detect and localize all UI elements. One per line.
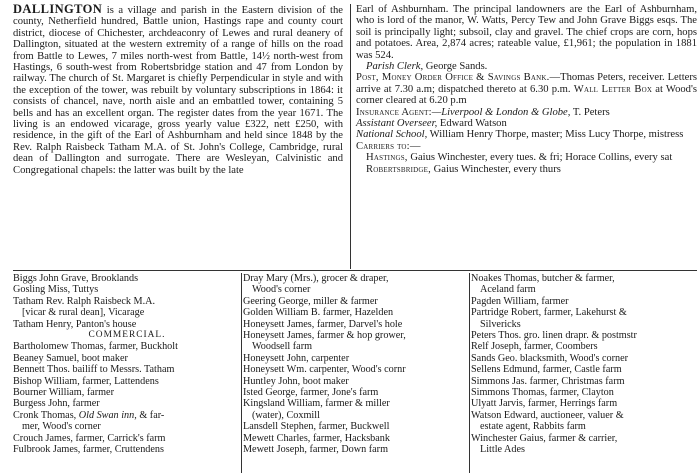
parish-clerk-entry (356, 61, 697, 72)
directory-entry-continuation: Wood's corner (252, 284, 311, 296)
carriers-heading (356, 141, 697, 152)
carrier-robertsbridge-place: Robertsbridge, (366, 163, 431, 175)
directory-entry: Honeysett Wm. carpenter, Wood's cornr (243, 364, 406, 376)
parish-clerk-name: George Sands. (423, 61, 488, 73)
national-school-entry (356, 129, 697, 140)
overseer-name: Edward Watson (437, 118, 507, 130)
directory-entry: Sands Geo. blacksmith, Wood's corner (471, 352, 629, 364)
column-divider (350, 4, 351, 269)
assistant-overseer-entry (356, 118, 697, 129)
directory-divider-1 (241, 273, 242, 473)
directory-entry: Lansdell Stephen, farmer, Buckwell (243, 421, 390, 433)
cronk-name: Cronk Thomas, (13, 409, 77, 421)
directory-entry: Peters Thos. gro. linen drapr. & postmstr (471, 330, 637, 342)
cronk-trade: & far- (136, 409, 165, 421)
directory-entry: Bennett Thos. bailiff to Messrs. Tatham (13, 364, 175, 376)
description-column-left (13, 4, 343, 176)
directory-entry: Gosling Miss, Tuttys (13, 284, 99, 296)
carrier-robertsbridge-text: Gaius Winchester, every thurs (431, 163, 561, 175)
directory-entry: Simmons Thomas, farmer, Clayton (471, 387, 614, 399)
section-divider (13, 270, 697, 271)
school-label: National School, (356, 129, 428, 141)
directory-entry: Bartholomew Thomas, farmer, Buckholt (13, 341, 178, 353)
directory-entry: Honeysett John, carpenter (243, 352, 350, 364)
directory-entry-continuation: mer, Wood's corner (22, 421, 101, 433)
directory-entry-continuation: Little Ades (480, 444, 525, 456)
description-continuation: Earl of Ashburnham. The principal landowners are the Earl of Ashburnham, who is lord of the manor, W. Watts, Percy Tew and John Grave Biggs esqs. The soil is principally light; subsoil, clay and gravel. The chief crops are corn, hops and potatoes. Area, 2,874 acres; rateable value, £1,961; the population in 1881 was 524. (356, 4, 697, 61)
insurance-label: Insurance Agent: (356, 106, 432, 118)
directory-entry: Pagden William, farmer (471, 295, 569, 307)
directory-entry: Relf Joseph, farmer, Coombers (471, 341, 598, 353)
directory-divider-2 (469, 273, 470, 473)
directory-entry-continuation: [vicar & rural dean], Vicarage (22, 307, 145, 319)
directory-entry: Watson Edward, auctioneer, valuer & (471, 409, 624, 421)
directory-entry: Huntley John, boot maker (243, 375, 349, 387)
carrier-hastings-place: Hastings, (366, 152, 408, 164)
directory-column-2 (243, 273, 469, 456)
post-office-text: —Thomas Peters, receiver. Letters arrive at 7.30 a.m; dispatched thereto at 6.30 p.m. (356, 72, 697, 95)
insurance-company: —Liverpool & London & Globe, (431, 106, 571, 118)
wall-box-label: Wall Letter Box (570, 83, 653, 95)
directory-entry: Ulyatt Jarvis, farmer, Herrings farm (471, 398, 618, 410)
carrier-hastings-text: Gaius Winchester, every tues. & fri; Horace Collins, every sat (407, 152, 673, 164)
directory-entry: Beaney Samuel, boot maker (13, 352, 128, 364)
directory-entry: Kingsland William, farmer & miller (243, 398, 390, 410)
directory-entry: Burgess John, farmer (13, 398, 100, 410)
insurance-agent-entry (356, 107, 697, 118)
school-text: William Henry Thorpe, master; Miss Lucy Thorpe, mistress (427, 129, 684, 141)
parish-description (13, 4, 343, 176)
directory-entry-continuation: Woodsell farm (252, 341, 313, 353)
directory-entry: Mewett Charles, farmer, Hacksbank (243, 432, 390, 444)
directory-entry: Isted George, farmer, Jone's farm (243, 387, 379, 399)
carriers-heading-label: Carriers to:— (356, 140, 421, 152)
directory-entry: Bourner William, farmer (13, 387, 114, 399)
directory-entry: Honeysett James, farmer, Darvel's hole (243, 318, 403, 330)
directory-entry-continuation: Aceland farm (480, 284, 536, 296)
directory-entry: Tatham Henry, Panton's house (13, 318, 137, 330)
directory-entry: Biggs John Grave, Brooklands (13, 273, 139, 284)
carrier-robertsbridge-entry (356, 164, 697, 175)
residents-directory (13, 273, 697, 473)
overseer-label: Assistant Overseer, (356, 118, 438, 130)
directory-entry: Simmons Jas. farmer, Christmas farm (471, 375, 625, 387)
directory-entry: Golden William B. farmer, Hazelden (243, 307, 394, 319)
cronk-inn: Old Swan inn, (76, 409, 137, 421)
parish-clerk-label: Parish Clerk, (366, 61, 424, 73)
directory-entry: Fulbrook James, farmer, Cruttendens (13, 444, 164, 456)
directory-entry: Crouch James, farmer, Carrick's farm (13, 432, 166, 444)
description-text: is a village and parish in the Eastern division of the county, Netherfield hundred, Battle union, Hastings rape and county court district, diocese of Chichester, archdeaconry of Lewes and rural deanery of Dallington, situated at the western extremity of a range of hills on the road from Battle to Lewes, 7 miles north-west from Battle, 14½ north-west from Hastings, 6 south-west from Robertsbridge station and 47 from London by railway. The church of St. Margaret is chiefly Perpendicular in style and with the exception of the tower, was rebuilt by voluntary subscriptions in 1864: it consists of chancel, nave, north aisle and an embattled tower, containing 5 bells and has an excellent organ. The register dates from the year 1671. The living is an endowed vicarage, gross yearly value £322, nett £250, with residence, in the gift of the Earl of Ashburnham and held since 1848 by the Rev. Ralph Raisbeck Tatham M.A. of St. John's College, Cambridge, rural dean of Dallington and surrogate. There are Wesleyan, Calvinistic and Congregational chapels: the latter was built by the late (13, 5, 343, 176)
directory-entry: Dray Mary (Mrs.), grocer & draper, (243, 273, 389, 284)
directory-entry-continuation: (water), Coxmill (252, 409, 320, 421)
directory-column-1 (13, 273, 241, 456)
wall-box-text: at Wood's corner cleared at 6.20 p.m (356, 83, 698, 107)
post-office-entry (356, 72, 697, 106)
insurance-agent-name: T. Peters (570, 106, 610, 118)
parish-name: DALLINGTON (13, 2, 103, 16)
post-office-label: Post, Money Order Office & Savings Bank. (356, 72, 550, 84)
directory-entry-continuation: Silvericks (480, 318, 521, 330)
directory-entry: Bishop William, farmer, Lattendens (13, 375, 159, 387)
carrier-hastings-entry (356, 152, 697, 163)
directory-entry: Mewett Joseph, farmer, Down farm (243, 444, 389, 456)
commercial-heading: COMMERCIAL. (88, 330, 166, 341)
description-column-right (356, 4, 697, 175)
directory-entry: Sellens Edmund, farmer, Castle farm (471, 364, 622, 376)
directory-entry: Winchester Gaius, farmer & carrier, (471, 432, 618, 444)
directory-entry: Noakes Thomas, butcher & farmer, (471, 273, 615, 284)
directory-entry (13, 410, 241, 421)
directory-entry-continuation: estate agent, Rabbits farm (480, 421, 586, 433)
parish-description-section (13, 4, 697, 269)
directory-entry: Tatham Rev. Ralph Raisbeck M.A. (13, 295, 156, 307)
directory-entry: Geering George, miller & farmer (243, 295, 378, 307)
directory-entry: Honeysett James, farmer & hop grower, (243, 330, 406, 342)
directory-column-3 (471, 273, 697, 456)
directory-entry: Partridge Robert, farmer, Lakehurst & (471, 307, 627, 319)
